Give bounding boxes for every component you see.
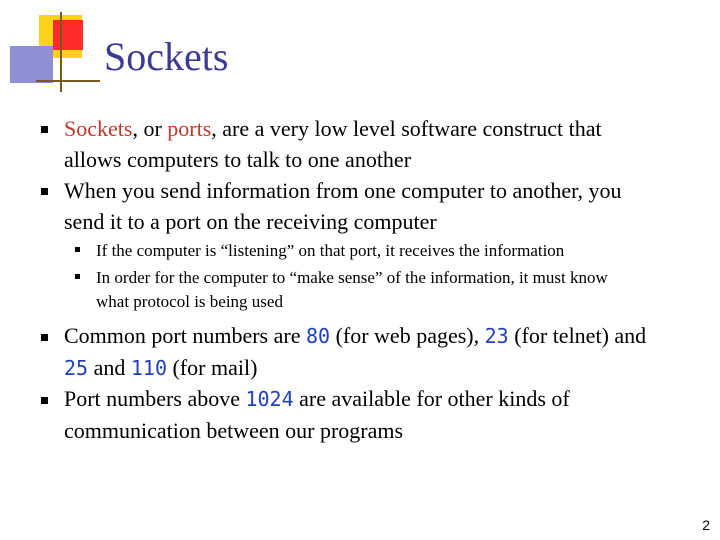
bullet-common-ports xyxy=(64,320,646,384)
bullet-marker xyxy=(41,188,48,195)
bullet-line: allows computers to talk to one another xyxy=(64,147,412,172)
port-number: 110 xyxy=(130,356,167,380)
bullet-line xyxy=(64,383,570,415)
bullet-line: what protocol is being used xyxy=(96,292,283,311)
port-number: 23 xyxy=(484,324,509,348)
text-fragment: , or xyxy=(132,116,168,141)
text-fragment: (for telnet) and xyxy=(508,323,647,348)
text-fragment: (for web pages), xyxy=(330,323,485,348)
bullet-marker xyxy=(41,126,48,133)
bullet-line: send it to a port on the receiving computer xyxy=(64,209,437,234)
sub-bullet-listening: If the computer is “listening” on that port, it receives the information xyxy=(96,241,565,260)
bullet-line xyxy=(64,352,646,384)
bullet-sockets-definition xyxy=(64,113,602,175)
term-ports: ports xyxy=(167,116,212,141)
bullet-send-information xyxy=(64,175,622,237)
term-sockets: Sockets xyxy=(64,116,133,141)
port-number: 80 xyxy=(305,324,331,348)
port-number: 25 xyxy=(64,356,89,380)
bullet-line xyxy=(64,113,602,144)
bullet-marker xyxy=(41,334,48,341)
port-number: 1024 xyxy=(245,387,294,411)
bullet-marker xyxy=(41,397,48,404)
bullet-available-ports xyxy=(64,383,570,446)
sub-bullet-marker xyxy=(75,274,80,279)
bullet-line: When you send information from one computer to another, you xyxy=(64,178,622,203)
bullet-line xyxy=(64,320,646,352)
sub-bullet-protocol xyxy=(96,265,608,315)
page-number: 2 xyxy=(702,517,710,533)
bullet-line: In order for the computer to “make sense” of the information, it must know xyxy=(96,268,608,287)
bullet-line: communication between our programs xyxy=(64,418,404,443)
text-fragment: Port numbers above xyxy=(64,386,246,411)
text-fragment: are available for other kinds of xyxy=(293,386,570,411)
text-fragment: Common port numbers are xyxy=(64,323,306,348)
sub-bullet-marker xyxy=(75,247,80,252)
slide-title: Sockets xyxy=(104,34,229,79)
text-fragment: , are a very low level software construct that xyxy=(211,116,602,141)
text-fragment: and xyxy=(88,355,131,380)
text-fragment: (for mail) xyxy=(166,355,258,380)
